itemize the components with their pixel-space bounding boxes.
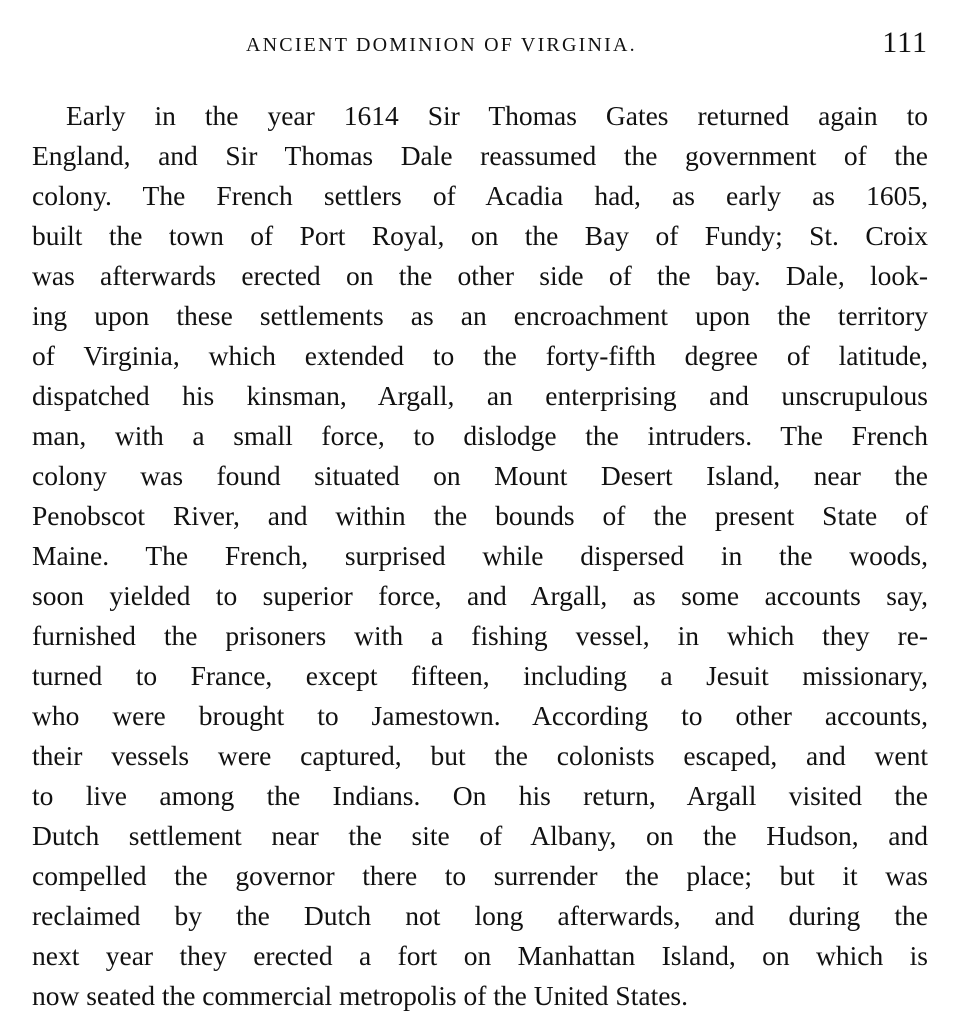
text-line: Dutch settlement near the site of Albany, on the Hudson, and	[32, 820, 928, 851]
text-line: their vessels were captured, but the colonists escaped, and went	[32, 740, 928, 771]
text-line: was afterwards erected on the other side of the bay. Dale, look-	[32, 260, 928, 291]
text-line: compelled the governor there to surrender the place; but it was	[32, 860, 928, 891]
text-line: colony was found situated on Mount Desert Island, near the	[32, 460, 928, 491]
text-line: who were brought to Jamestown. According to other accounts,	[32, 700, 928, 731]
text-line: man, with a small force, to dislodge the intruders. The French	[32, 420, 928, 451]
text-line: now seated the commercial metropolis of the United States.	[32, 980, 688, 1011]
text-line: dispatched his kinsman, Argall, an enterprising and unscrupulous	[32, 380, 928, 411]
text-line: colony. The French settlers of Acadia had, as early as 1605,	[32, 180, 928, 211]
text-line: to live among the Indians. On his return, Argall visited the	[32, 780, 928, 811]
text-line: reclaimed by the Dutch not long afterwards, and during the	[32, 900, 928, 931]
text-line: furnished the prisoners with a fishing vessel, in which they re-	[32, 620, 928, 651]
text-line: Penobscot River, and within the bounds of the present State of	[32, 500, 928, 531]
text-line: ing upon these settlements as an encroachment upon the territory	[32, 300, 928, 331]
text-line: next year they erected a fort on Manhattan Island, on which is	[32, 940, 928, 971]
text-line: soon yielded to superior force, and Argall, as some accounts say,	[32, 580, 928, 611]
text-line: Early in the year 1614 Sir Thomas Gates returned again to	[66, 100, 928, 131]
running-head: ANCIENT DOMINION OF VIRGINIA.	[246, 34, 637, 56]
text-line: built the town of Port Royal, on the Bay of Fundy; St. Croix	[32, 220, 928, 251]
text-line: Maine. The French, surprised while dispersed in the woods,	[32, 540, 928, 571]
text-line: turned to France, except fifteen, including a Jesuit missionary,	[32, 660, 928, 691]
page-header	[0, 26, 970, 66]
body-paragraph	[32, 96, 928, 1016]
text-line: England, and Sir Thomas Dale reassumed the government of the	[32, 140, 928, 171]
text-line: of Virginia, which extended to the forty-fifth degree of latitude,	[32, 340, 928, 371]
page-number: 111	[882, 26, 928, 59]
